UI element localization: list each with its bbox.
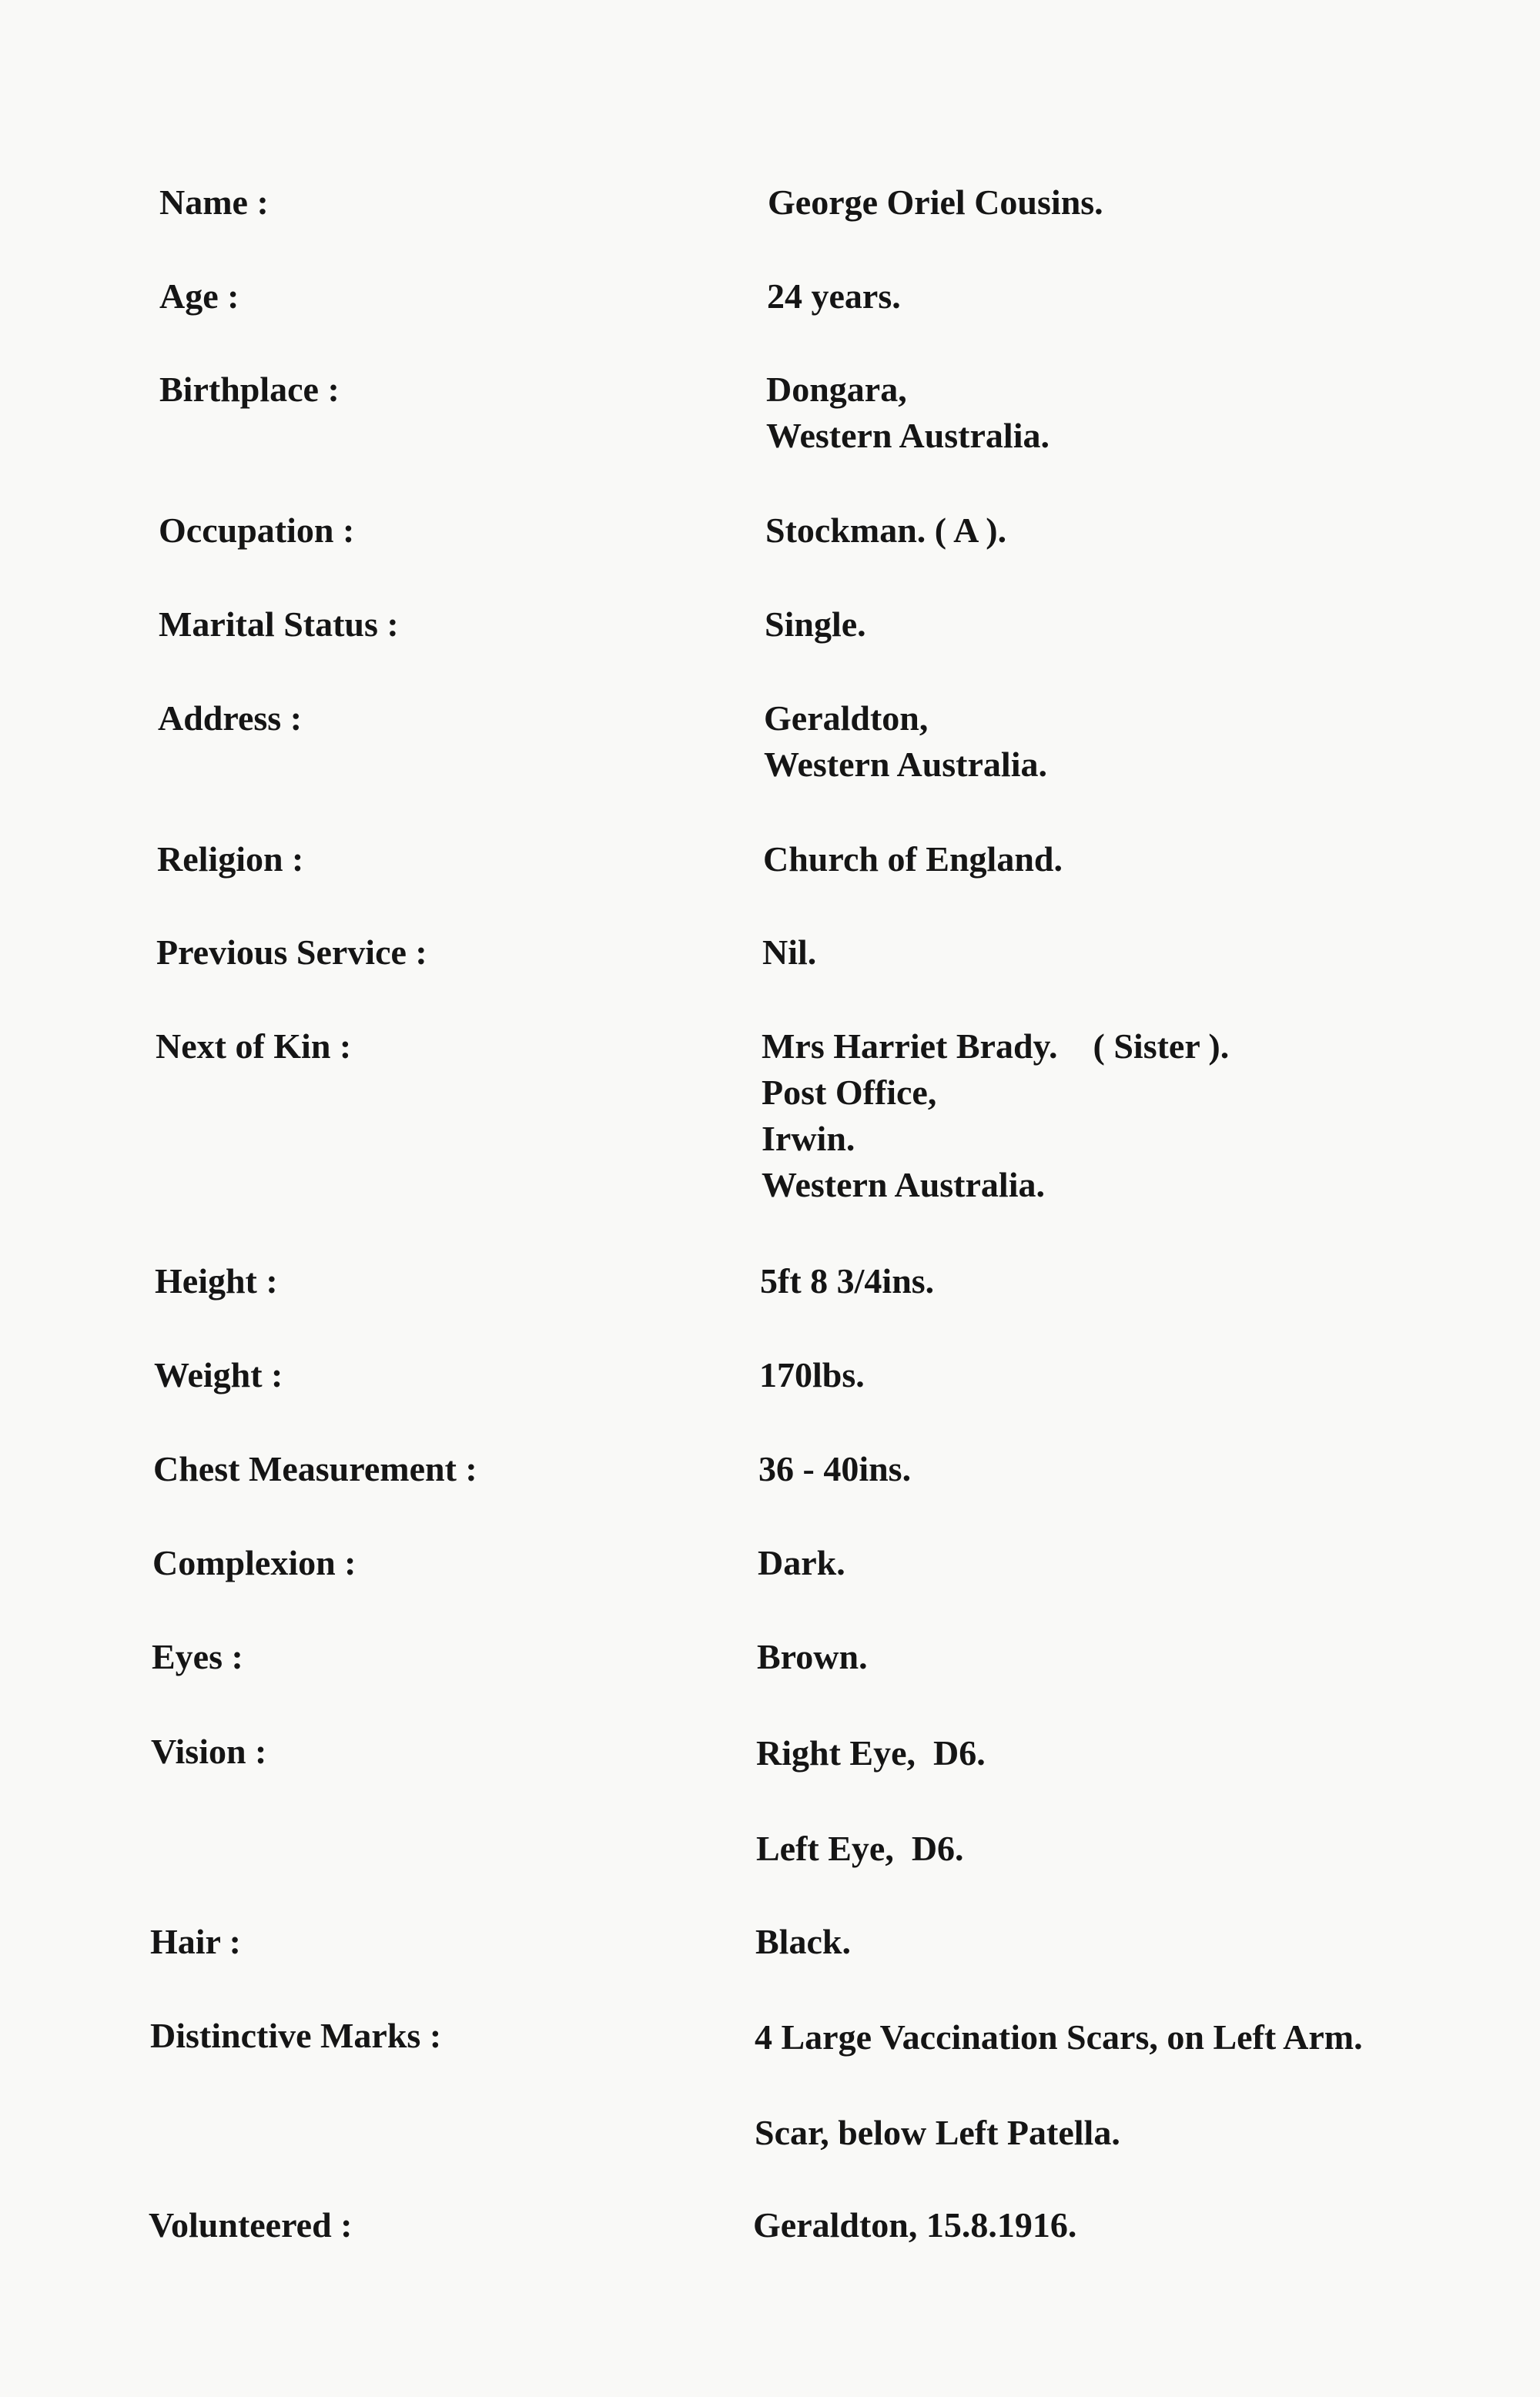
field-value bbox=[762, 1023, 1229, 1208]
field-label: Name : bbox=[159, 182, 269, 222]
field-value bbox=[758, 1446, 911, 1492]
field-value bbox=[757, 1634, 868, 1680]
field-value bbox=[755, 1990, 1363, 2181]
field-label: Height : bbox=[155, 1261, 278, 1301]
field-value bbox=[755, 1919, 851, 1965]
field-label: Previous Service : bbox=[156, 932, 427, 972]
field-label: Occupation : bbox=[159, 511, 355, 550]
value-line: Mrs Harriet Brady. ( Sister ). bbox=[762, 1026, 1230, 1066]
value-line: Single. bbox=[765, 604, 866, 644]
field-label: Hair : bbox=[150, 1922, 241, 1961]
field-label: Weight : bbox=[154, 1355, 283, 1394]
value-line: 5ft 8 3/4ins. bbox=[760, 1261, 935, 1301]
value-line: Western Australia. bbox=[762, 1165, 1045, 1204]
value-line: Left Eye, D6. bbox=[756, 1829, 964, 1868]
field-value bbox=[758, 1540, 845, 1586]
field-value bbox=[753, 2202, 1076, 2248]
value-line: Western Australia. bbox=[764, 745, 1047, 784]
field-label: Next of Kin : bbox=[156, 1026, 352, 1066]
value-line: Nil. bbox=[762, 932, 817, 972]
field-value bbox=[763, 836, 1063, 882]
value-line: Geraldton, 15.8.1916. bbox=[753, 2205, 1077, 2245]
value-line: Western Australia. bbox=[766, 416, 1050, 455]
value-line: Church of England. bbox=[763, 839, 1063, 879]
field-value bbox=[767, 273, 901, 320]
field-label: Complexion : bbox=[152, 1543, 357, 1582]
value-line: Scar, below Left Patella. bbox=[755, 2113, 1120, 2152]
field-value bbox=[766, 367, 1050, 459]
value-line: Dongara, bbox=[766, 370, 907, 409]
value-line: Geraldton, bbox=[764, 698, 929, 738]
value-line: George Oriel Cousins. bbox=[768, 182, 1103, 222]
field-label: Eyes : bbox=[152, 1637, 243, 1676]
value-line: Black. bbox=[755, 1922, 851, 1961]
field-label: Vision : bbox=[151, 1732, 267, 1771]
field-label: Marital Status : bbox=[159, 604, 399, 644]
field-label: Age : bbox=[159, 276, 239, 316]
field-label: Volunteered : bbox=[149, 2205, 353, 2245]
value-line: Post Office, bbox=[762, 1073, 937, 1112]
value-line: Right Eye, D6. bbox=[756, 1733, 986, 1773]
field-label: Distinctive Marks : bbox=[150, 2016, 442, 2055]
field-value bbox=[764, 695, 1047, 788]
field-label: Chest Measurement : bbox=[153, 1449, 477, 1488]
value-line: Dark. bbox=[758, 1543, 845, 1582]
value-line: 24 years. bbox=[767, 276, 901, 316]
field-value bbox=[768, 179, 1103, 226]
field-value bbox=[762, 929, 816, 976]
value-line: Brown. bbox=[757, 1637, 868, 1676]
field-value bbox=[760, 1258, 934, 1304]
value-line: 4 Large Vaccination Scars, on Left Arm. bbox=[755, 2017, 1363, 2057]
field-value bbox=[759, 1352, 865, 1398]
field-label: Birthplace : bbox=[159, 370, 340, 409]
value-line: 170lbs. bbox=[759, 1355, 865, 1394]
field-value bbox=[765, 507, 1006, 554]
field-value bbox=[756, 1706, 986, 1897]
value-line: Irwin. bbox=[762, 1119, 855, 1158]
value-line: 36 - 40ins. bbox=[758, 1449, 912, 1488]
field-label: Address : bbox=[158, 698, 303, 738]
field-label: Religion : bbox=[157, 839, 304, 879]
value-line: Stockman. ( A ). bbox=[765, 511, 1007, 550]
field-value bbox=[765, 601, 866, 648]
